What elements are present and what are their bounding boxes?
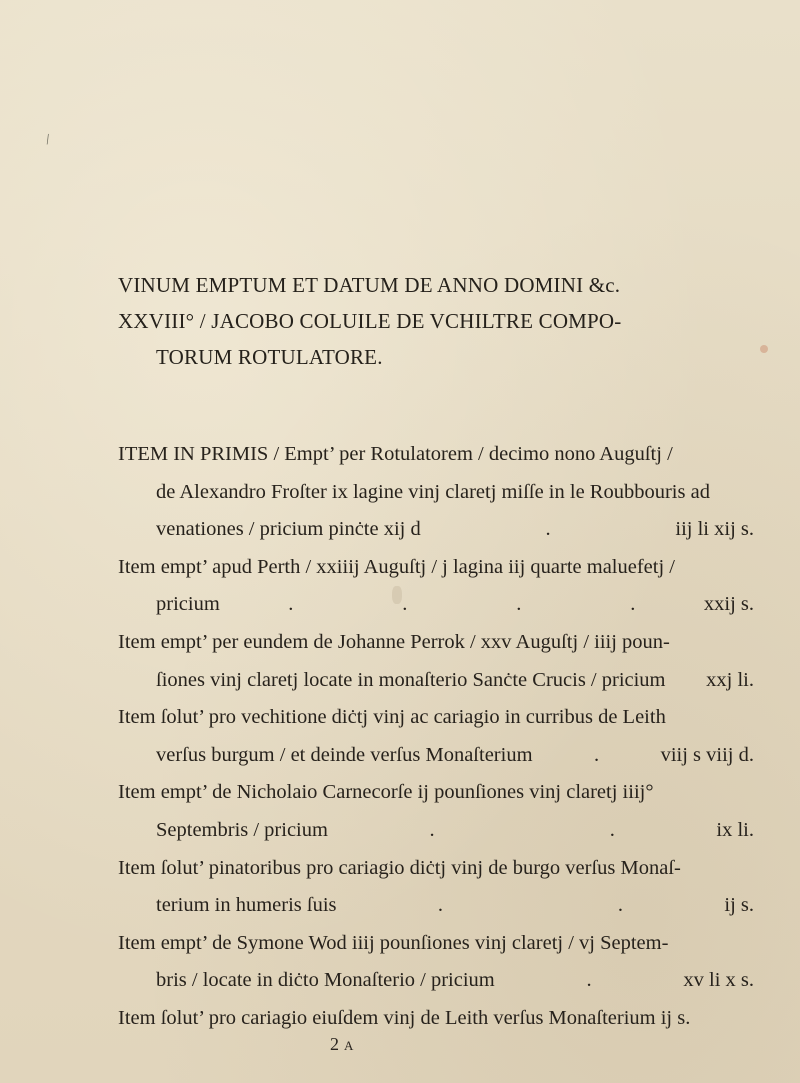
entry-line [118,737,754,775]
entry-line [118,925,754,963]
section-heading [118,267,748,375]
leader-dot: . [402,593,408,616]
leader-dot: . [586,969,592,992]
entry-text: Septembris / pricium [156,818,328,841]
leader-dot: . [429,818,435,841]
paper-stain [760,345,768,353]
entry-line [118,511,754,549]
entry-line [118,887,754,925]
leader-dot: . [594,743,600,766]
entry-text: Item empt’ apud Perth / xxiiij Auguſtj / j lagina iij quarte maluefetj / [118,555,675,578]
entry-text: Item empt’ de Nicholaio Carnecorſe ij pounſiones vinj claretj iiij° [118,781,654,804]
leader-dots [495,962,684,1000]
account-entry [118,549,754,624]
entry-text: pricium [156,593,220,616]
account-entries [118,436,754,1038]
account-entry [118,699,754,774]
entry-line [118,624,754,662]
heading-line-3: TORUM ROTULATORE. [156,345,383,369]
heading-line-2: XXVIII° / JACOBO COLUILE DE VCHILTRE COMPO- [118,309,622,333]
entry-text: Item ſolut’ pro vechitione diċtj vinj ac cariagio in curribus de Leith [118,706,666,729]
account-entry [118,925,754,1000]
leader-dot: . [516,593,522,616]
entry-text: verſus burgum / et deinde verſus Monaſterium [156,743,533,766]
entry-text: de Alexandro Froſter ix lagine vinj claretj miſſe in le Roubbouris ad [156,480,710,503]
leader-dot: . [617,894,623,917]
signature-letter: A [344,1038,355,1053]
leader-dots [421,511,676,549]
entry-line [118,699,754,737]
entry-amount: ij s. [724,894,754,917]
entry-line [118,436,754,474]
leader-dot: . [609,818,615,841]
entry-text: bris / locate in diċto Monaſterio / pricium [156,969,495,992]
leader-dot: . [288,593,294,616]
leader-dots [220,586,704,624]
entry-line [118,850,754,888]
account-entry [118,774,754,849]
corner-mark: / [44,131,52,149]
entry-amount: xxj li. [706,668,754,691]
entry-line [118,774,754,812]
entry-text: Item empt’ de Symone Wod iiij pounſiones vinj claretj / vj Septem- [118,931,669,954]
entry-line [118,812,754,850]
entry-text: ITEM IN PRIMIS / Empt’ per Rotulatorem / decimo nono Auguſtj / [118,443,673,465]
account-entry [118,436,754,549]
entry-text: terium in humeris ſuis [156,894,337,917]
entry-amount: xxij s. [703,593,754,616]
entry-amount: viij s viij d. [660,743,754,766]
leader-dots [328,812,716,850]
leader-dots [337,887,725,925]
entry-amount: xv li x s. [683,969,754,992]
entry-line [118,662,754,700]
entry-text: venationes / pricium pinċte xij d [156,518,421,541]
account-entry [118,1000,754,1038]
leader-dot: . [437,894,444,917]
leader-dot: . [630,593,636,616]
entry-text: Item empt’ per eundem de Johanne Perrok / xxv Auguſtj / iiij poun- [118,630,670,653]
entry-amount: ix li. [716,818,754,841]
account-entry [118,850,754,925]
entry-line [118,549,754,587]
account-entry [118,624,754,699]
signature-mark [330,1034,354,1055]
leader-dots [533,737,661,775]
signature-number: 2 [330,1034,340,1054]
entry-line [118,474,754,512]
leader-dot: . [545,518,551,541]
entry-amount: iij li xij s. [675,518,754,541]
heading-line-1: VINUM EMPTUM ET DATUM DE ANNO DOMINI &c. [118,273,621,297]
entry-text: Item ſolut’ pro cariagio eiuſdem vinj de Leith verſus Monaſterium ij s. [118,1006,691,1029]
entry-line [118,1000,754,1038]
entry-line [118,586,754,624]
entry-line [118,962,754,1000]
entry-text: ſiones vinj claretj locate in monaſterio Sanċte Crucis / pricium [156,668,666,691]
entry-text: Item ſolut’ pinatoribus pro cariagio diċtj vinj de burgo verſus Monaſ- [118,856,681,879]
